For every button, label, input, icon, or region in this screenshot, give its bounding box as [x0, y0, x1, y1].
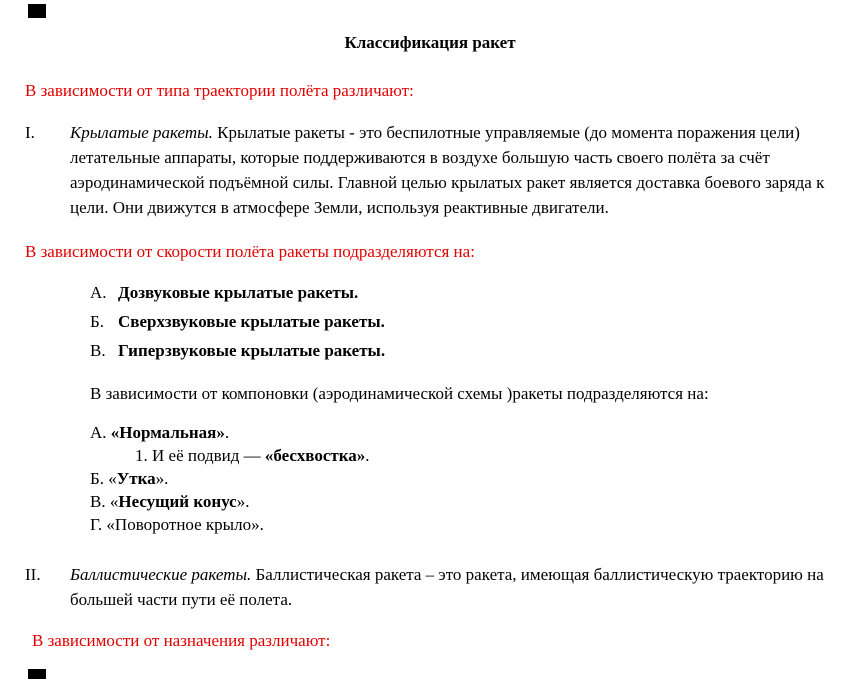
list-item-label: Дозвуковые крылатые ракеты.: [118, 283, 359, 302]
list-marker-roman-1: I.: [25, 123, 35, 142]
page-corner-mark-bottom: [28, 669, 46, 679]
list-item-post: ».: [155, 469, 169, 488]
aerodynamic-layout-list: [0, 421, 860, 536]
section-heading-purpose: В зависимости от назначения различают:: [32, 631, 331, 650]
speed-classification-list: [0, 278, 860, 365]
list-marker: Б.: [90, 469, 105, 488]
text-ballistic-missiles: Баллистическая ракета – это ракета, имеющая баллистическую траекторию на большей части пути её полета.: [70, 565, 829, 609]
list-marker: Г.: [90, 515, 103, 534]
list-item-pre: «Поворотное крыло».: [102, 515, 264, 534]
list-item-canard: [90, 467, 860, 490]
paragraph-cruise: [70, 120, 842, 220]
list-marker: А.: [90, 423, 107, 442]
term-ballistic-missiles: Баллистические ракеты.: [70, 565, 252, 584]
list-item-bold: «бесхвостка»: [264, 446, 366, 465]
paragraph-ballistic: [70, 562, 842, 612]
list-item-normal-scheme: [90, 421, 860, 444]
document-title: Классификация ракет: [344, 33, 516, 52]
list-item-hypersonic: [90, 336, 860, 365]
list-marker: В.: [90, 341, 106, 360]
list-item-cruise-missiles: [0, 120, 860, 220]
section-heading-speed: В зависимости от скорости полёта ракеты подразделяются на:: [25, 242, 475, 261]
list-item-pre: И её подвид —: [147, 446, 265, 465]
list-marker: А.: [90, 283, 107, 302]
list-item-tailless: [90, 444, 860, 467]
list-marker-roman-2: II.: [25, 565, 41, 584]
paragraph-layout-intro: В зависимости от компоновки (аэродинамической схемы )ракеты подразделяются на:: [90, 384, 709, 403]
list-item-rotating-wing: [90, 513, 860, 536]
list-item-ballistic-missiles: [0, 562, 860, 612]
list-item-label: Сверхзвуковые крылатые ракеты.: [118, 312, 385, 331]
section-heading-trajectory: В зависимости от типа траектории полёта различают:: [25, 81, 414, 100]
list-item-pre: «: [105, 492, 119, 511]
list-item-lifting-cone: [90, 490, 860, 513]
list-item-pre: «: [104, 469, 117, 488]
list-item-bold: Несущий конус: [118, 492, 237, 511]
term-cruise-missiles: Крылатые ракеты.: [70, 123, 213, 142]
list-item-bold: «Нормальная»: [110, 423, 225, 442]
list-item-label: Гиперзвуковые крылатые ракеты.: [118, 341, 386, 360]
list-marker: Б.: [90, 312, 105, 331]
list-item-post: .: [224, 423, 230, 442]
list-item-subsonic: [90, 278, 860, 307]
text-cruise-missiles: Крылатые ракеты - это беспилотные управляемые (до момента поражения цели) летательные аппараты, которые поддерживаются в воздухе большую часть своего полёта за счёт аэродинамической подъёмной силы. Главной целью крылатых ракет является доставка боевого заряда к цели. Они движутся в атмосфере Земли, используя реактивные двигатели.: [70, 123, 829, 217]
list-item-post: .: [365, 446, 370, 465]
list-marker: 1.: [135, 446, 148, 465]
list-item-supersonic: [90, 307, 860, 336]
list-marker: В.: [90, 492, 106, 511]
list-item-bold: Утка: [116, 469, 156, 488]
list-item-post: ».: [236, 492, 250, 511]
page-corner-mark-top: [28, 4, 46, 18]
